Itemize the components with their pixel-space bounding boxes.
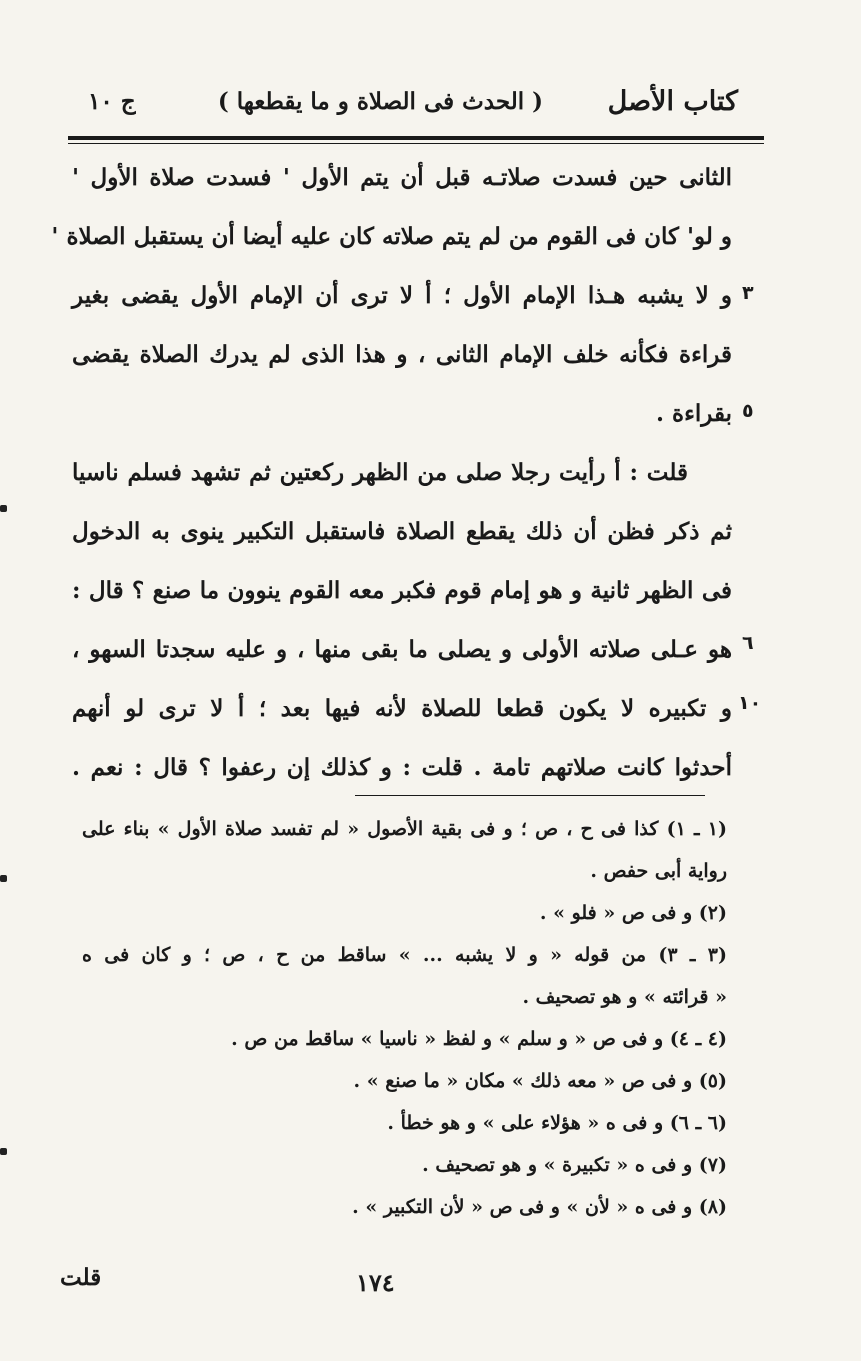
text-line: و تكبيره لا يكون قطعا للصلاة لأنه فيها بعد ؛ أ لا ترى لو أنهم — [72, 695, 732, 722]
catchword: قلت — [60, 1264, 102, 1291]
scan-mark — [0, 505, 7, 512]
footnote: (٧) و فى ه « تكبيرة » و هو تصحيف . — [422, 1154, 727, 1176]
main-text — [51, 148, 732, 797]
running-header — [70, 82, 738, 132]
footnote: (٨) و فى ه « لأن » و فى ص « لأن التكبير » . — [352, 1196, 727, 1218]
footnote: رواية أبى حفص . — [590, 860, 727, 882]
line-number: ١٠ — [738, 692, 762, 714]
footnote: (٦ ـ ٦) و فى ه « هؤلاء على » و هو خطأ . — [387, 1112, 727, 1134]
chapter-title: ( الحدث فى الصلاة و ما يقطعها ) — [217, 88, 543, 115]
footnote: (٥) و فى ص « معه ذلك » مكان « ما صنع » . — [353, 1070, 727, 1092]
footnote: (٣ ـ ٣) من قوله « و لا يشبه ... » ساقط من ح ، ص ؛ و كان فى ه — [82, 944, 727, 966]
footnote: (٢) و فى ص « فلو » . — [539, 902, 727, 924]
text-line: و لو' كان فى القوم من لم يتم صلاته كان عليه أيضا أن يستقبل الصلاة ' — [51, 223, 732, 250]
footnotes — [82, 808, 727, 1228]
text-line: الثانى حين فسدت صلاتـه قبل أن يتم الأول ' فسدت صلاة الأول ' — [72, 164, 732, 191]
text-line: و لا يشبه هـذا الإمام الأول ؛ أ لا ترى أن الإمام الأول يقضى بغير — [72, 282, 732, 309]
book-title: كتاب الأصل — [607, 86, 738, 117]
text-line: أحدثوا كانت صلاتهم تامة . قلت : و كذلك إن رعفوا ؟ قال : نعم . — [72, 754, 732, 781]
text-line: ثم ذكر فظن أن ذلك يقطع الصلاة فاستقبل التكبير ينوى به الدخول — [72, 518, 732, 545]
footnote-rule — [355, 795, 705, 796]
footnote: (٤ ـ ٤) و فى ص « و سلم » و لفظ « ناسيا » ساقط من ص . — [231, 1028, 727, 1050]
header-rule-thin — [68, 143, 764, 144]
text-line: فى الظهر ثانية و هو إمام قوم فكبر معه القوم ينوون ما صنع ؟ قال : — [72, 577, 732, 604]
text-line: بقراءة . — [656, 400, 732, 427]
text-line: هو عـلى صلاته الأولى و يصلى ما بقى منها ، و عليه سجدتا السهو ، — [72, 636, 732, 663]
scan-mark — [0, 1148, 7, 1155]
footnote: « قرائته » و هو تصحيف . — [522, 986, 727, 1008]
line-number: ٣ — [742, 282, 754, 304]
text-line: قراءة فكأنه خلف الإمام الثانى ، و هذا الذى لم يدرك الصلاة يقضى — [72, 341, 732, 368]
scan-mark — [0, 875, 7, 882]
volume-number: ج ١٠ — [88, 88, 136, 115]
text-line: قلت : أ رأيت رجلا صلى من الظهر ركعتين ثم تشهد فسلم ناسيا — [72, 459, 688, 486]
page-number: ١٧٤ — [356, 1268, 395, 1297]
line-number: ٦ — [742, 632, 754, 654]
footnote: (١ ـ ١) كذا فى ح ، ص ؛ و فى بقية الأصول « لم تفسد صلاة الأول » بناء على — [82, 818, 727, 840]
header-rule — [68, 136, 764, 140]
line-number: ٥ — [742, 400, 754, 422]
